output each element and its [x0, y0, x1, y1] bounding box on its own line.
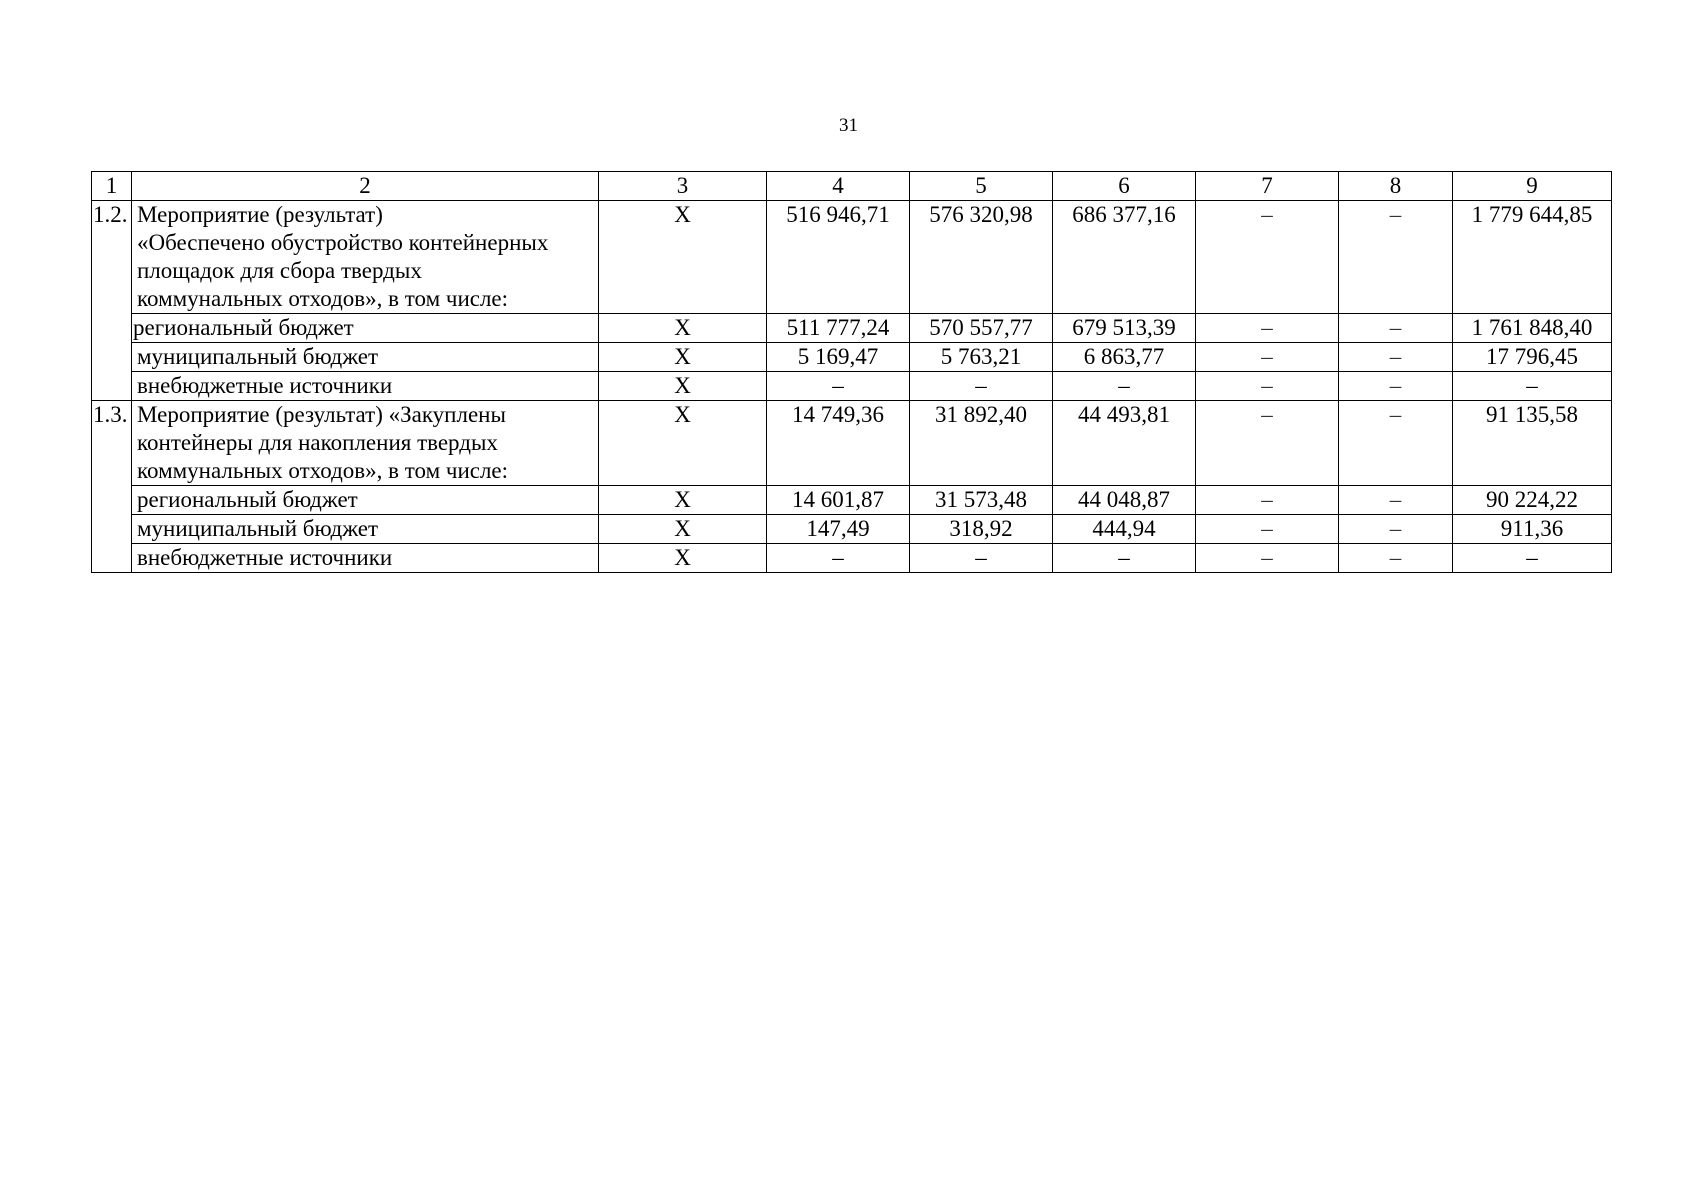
cell-col-5: 31 892,40 — [910, 401, 1053, 486]
cell-col-5: 5 763,21 — [910, 343, 1053, 372]
cell-col-9: 17 796,45 — [1453, 343, 1612, 372]
cell-col-6: 44 493,81 — [1053, 401, 1196, 486]
cell-col-9: – — [1453, 372, 1612, 401]
activity-title-line: Мероприятие (результат) «Закуплены — [137, 402, 506, 427]
activity-title-line: контейнеры для накопления твердых — [137, 430, 498, 455]
table-row-1-3-extrabudget — [92, 544, 1612, 573]
budget-table — [91, 171, 1612, 573]
cell-col-5: 570 557,77 — [910, 314, 1053, 343]
activity-title-line: площадок для сбора твердых — [137, 258, 422, 283]
cell-col-9: – — [1453, 544, 1612, 573]
cell-col-5: 318,92 — [910, 515, 1053, 544]
header-cell-1: 1 — [92, 172, 132, 201]
cell-col-4: 14 749,36 — [767, 401, 910, 486]
subrow-label: региональный бюджет — [132, 314, 599, 343]
cell-col-5: 576 320,98 — [910, 201, 1053, 314]
cell-col-8: – — [1339, 401, 1453, 486]
activity-title-line: Мероприятие (результат) — [137, 202, 383, 227]
cell-col-7: – — [1196, 515, 1339, 544]
table-row-1-2-regional — [92, 314, 1612, 343]
cell-col-3: X — [599, 372, 767, 401]
row-number: 1.3. — [92, 401, 132, 573]
header-cell-6: 6 — [1053, 172, 1196, 201]
header-cell-8: 8 — [1339, 172, 1453, 201]
header-row — [92, 172, 1612, 201]
cell-col-3: X — [599, 314, 767, 343]
row-number: 1.2. — [92, 201, 132, 401]
cell-col-7: – — [1196, 201, 1339, 314]
cell-col-9: 911,36 — [1453, 515, 1612, 544]
cell-col-6: 44 048,87 — [1053, 486, 1196, 515]
cell-col-9: 1 761 848,40 — [1453, 314, 1612, 343]
cell-col-5: – — [910, 372, 1053, 401]
subrow-label: региональный бюджет — [132, 486, 599, 515]
cell-col-8: – — [1339, 372, 1453, 401]
cell-col-4: – — [767, 372, 910, 401]
activity-title-line: «Обеспечено обустройство контейнерных — [137, 230, 549, 255]
cell-col-8: – — [1339, 343, 1453, 372]
cell-col-7: – — [1196, 544, 1339, 573]
activity-title — [132, 401, 599, 486]
subrow-label: внебюджетные источники — [132, 372, 599, 401]
table-row-1-2-municipal — [92, 343, 1612, 372]
header-cell-9: 9 — [1453, 172, 1612, 201]
cell-col-7: – — [1196, 372, 1339, 401]
header-cell-4: 4 — [767, 172, 910, 201]
header-cell-2: 2 — [132, 172, 599, 201]
header-cell-5: 5 — [910, 172, 1053, 201]
cell-col-3: X — [599, 486, 767, 515]
activity-title-line: коммунальных отходов», в том числе: — [137, 286, 509, 311]
cell-col-8: – — [1339, 515, 1453, 544]
table-row-1-3 — [92, 401, 1612, 486]
cell-col-9: 91 135,58 — [1453, 401, 1612, 486]
activity-title — [132, 201, 599, 314]
cell-col-8: – — [1339, 201, 1453, 314]
cell-col-6: 686 377,16 — [1053, 201, 1196, 314]
cell-col-7: – — [1196, 486, 1339, 515]
cell-col-3: X — [599, 515, 767, 544]
cell-col-4: 14 601,87 — [767, 486, 910, 515]
cell-col-3: X — [599, 201, 767, 314]
cell-col-6: 6 863,77 — [1053, 343, 1196, 372]
cell-col-6: – — [1053, 544, 1196, 573]
cell-col-4: 516 946,71 — [767, 201, 910, 314]
cell-col-9: 1 779 644,85 — [1453, 201, 1612, 314]
cell-col-4: 511 777,24 — [767, 314, 910, 343]
table-row-1-2 — [92, 201, 1612, 314]
cell-col-6: 444,94 — [1053, 515, 1196, 544]
cell-col-7: – — [1196, 401, 1339, 486]
cell-col-3: X — [599, 401, 767, 486]
cell-col-3: X — [599, 343, 767, 372]
subrow-label: муниципальный бюджет — [132, 343, 599, 372]
cell-col-9: 90 224,22 — [1453, 486, 1612, 515]
cell-col-4: 147,49 — [767, 515, 910, 544]
activity-title-line: коммунальных отходов», в том числе: — [137, 458, 509, 483]
page-number: 31 — [839, 115, 858, 136]
cell-col-8: – — [1339, 544, 1453, 573]
table-row-1-2-extrabudget — [92, 372, 1612, 401]
cell-col-8: – — [1339, 314, 1453, 343]
cell-col-5: – — [910, 544, 1053, 573]
header-cell-3: 3 — [599, 172, 767, 201]
cell-col-6: – — [1053, 372, 1196, 401]
table-row-1-3-municipal — [92, 515, 1612, 544]
table-row-1-3-regional — [92, 486, 1612, 515]
cell-col-3: X — [599, 544, 767, 573]
cell-col-8: – — [1339, 486, 1453, 515]
subrow-label: муниципальный бюджет — [132, 515, 599, 544]
subrow-label: внебюджетные источники — [132, 544, 599, 573]
cell-col-7: – — [1196, 314, 1339, 343]
header-cell-7: 7 — [1196, 172, 1339, 201]
cell-col-4: – — [767, 544, 910, 573]
cell-col-6: 679 513,39 — [1053, 314, 1196, 343]
cell-col-7: – — [1196, 343, 1339, 372]
cell-col-4: 5 169,47 — [767, 343, 910, 372]
cell-col-5: 31 573,48 — [910, 486, 1053, 515]
